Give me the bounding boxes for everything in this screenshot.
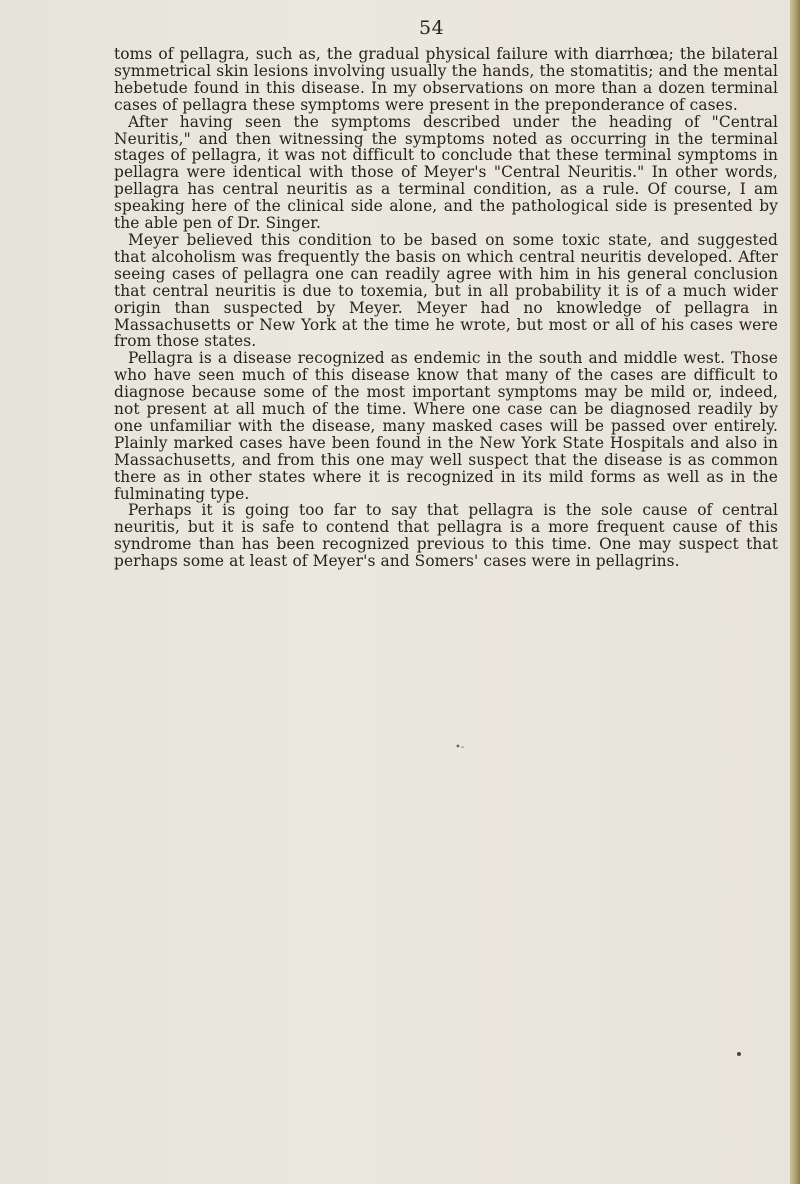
- edge-dot: [737, 1052, 741, 1056]
- page-edge-shadow: [790, 0, 800, 1184]
- page-number: 54: [419, 17, 445, 39]
- paragraph-central-neuritis: After having seen the symptoms described under the heading of "Central Neuritis," and then witnessing the symptoms noted as occurring in the terminal stages of pellagra, it was not difficult to conclude that these terminal symptoms in pellagra were identical with those of Meyer's "Central Neuritis." In other words, pellagra has central neuritis as a terminal condition, as a rule. Of course, I am speaking here of the clinical side alone, and the pathological side is presented by the able pen of Dr. Singer.: [114, 112, 778, 233]
- stray-mark: •-: [455, 742, 465, 753]
- paragraph-meyer-toxic-state: Meyer believed this condition to be based on some toxic state, and suggested that alcoholism was frequently the basis on which central neuritis developed. After seeing cases of pellagra one can readily agree with him in his general conclusion that central neuritis is due to toxemia, but in all probability it is of a much wider origin than suspected by Meyer. Meyer had no knowledge of pellagra in Massachusetts or New York at the time he wrote, but most or all of his cases were from those states.: [114, 230, 778, 351]
- body-text: [114, 46, 778, 570]
- paragraph-symptoms: toms of pellagra, such as, the gradual physical failure with diarrhœa; the bilateral symmetrical skin lesions involving usually the hands, the stomatitis; and the mental hebetude found in this disease. In my observations on more than a dozen terminal cases of pellagra these symptoms were present in the preponderance of cases.: [114, 45, 778, 114]
- paragraph-conclusion: Perhaps it is going too far to say that pellagra is the sole cause of central neuritis, but it is safe to contend that pellagra is a more frequent cause of this syndrome than has been recognized previous to this time. One may suspect that perhaps some at least of Meyer's and Somers' cases were in pellagrins.: [114, 501, 778, 571]
- paragraph-endemic: Pellagra is a disease recognized as endemic in the south and middle west. Those who have seen much of this disease know that many of the cases are difficult to diagnose because some of the most important symptoms may be mild or, indeed, not present at all much of the time. Where one case can be diagnosed readily by one unfamiliar with the disease, many masked cases will be passed over entirely. Plainly marked cases have been found in the New York State Hospitals and also in Massachusetts, and from this one may well suspect that the disease is as common there as in other states where it is recognized in its mild forms as well as in the fulminating type.: [114, 349, 778, 503]
